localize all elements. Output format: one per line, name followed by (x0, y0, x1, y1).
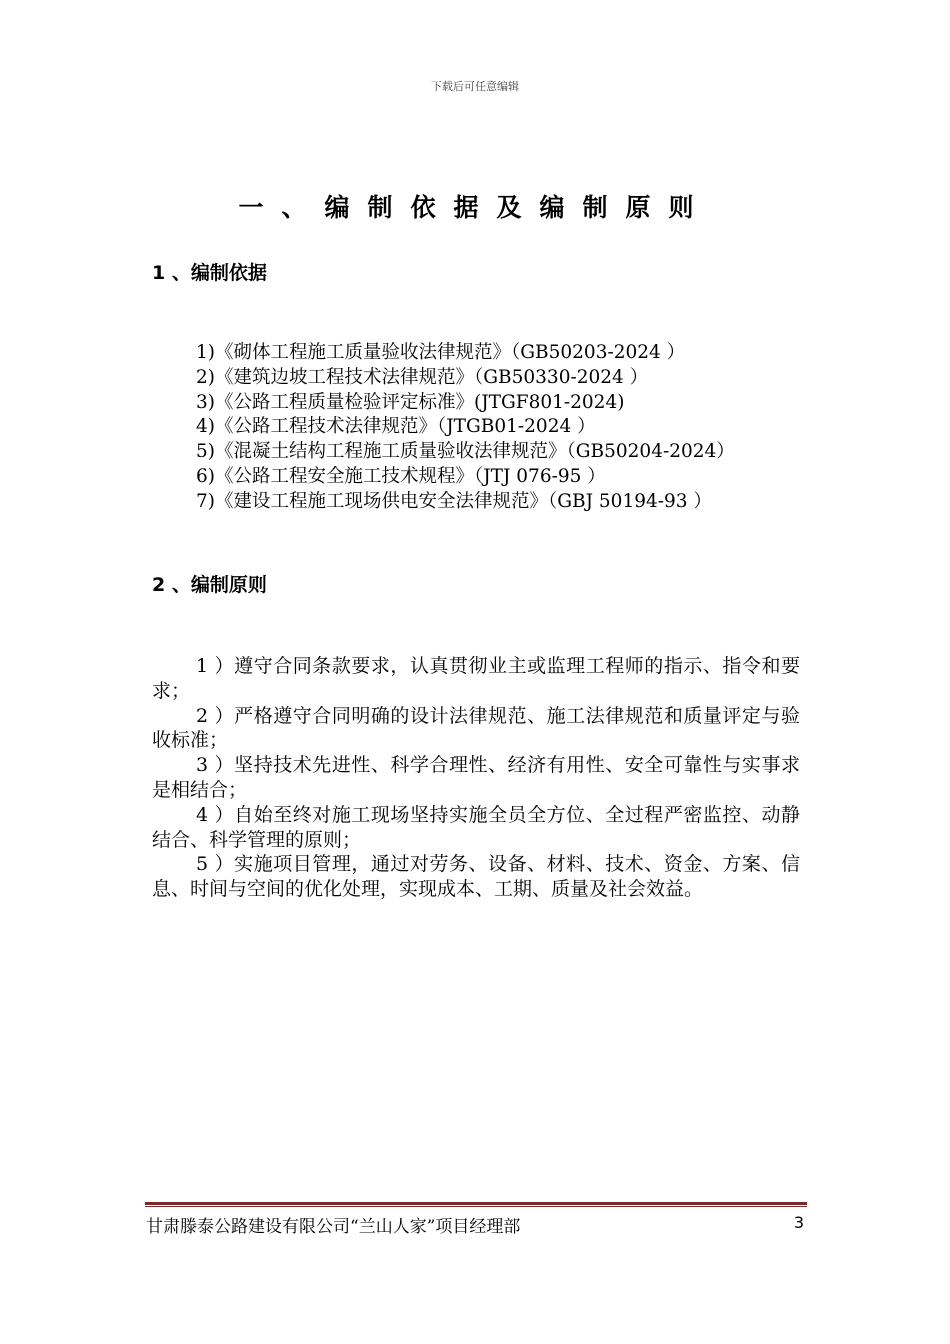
list-item: 1)《砌体工程施工质量验收法律规范》（GB50203-2024 ） (196, 342, 686, 363)
list-item: 1 ）遵守合同条款要求，认真贯彻业主或监理工程师的指示、指令和要求； (152, 655, 800, 702)
reference-list (152, 341, 792, 515)
page-number: 3 (793, 1213, 804, 1232)
list-item: 5 ）实施项目管理，通过对劳务、设备、材料、技术、资金、方案、信息、时间与空间的优化处理，实现成本、工期、质量及社会效益。 (152, 853, 800, 901)
list-item: 4 ）自始至终对施工现场坚持实施全员全方位、全过程严密监控、动静结合、科学管理的原则； (152, 803, 800, 851)
page-title: 一、编制依据及编制原则 (238, 193, 712, 222)
list-item: 6)《公路工程安全施工技术规程》（JTJ 076-95 ） (196, 465, 606, 487)
footer-divider-thin (145, 1206, 807, 1207)
footer-company: 甘肃滕泰公路建设有限公司“兰山人家”项目经理部 (146, 1217, 521, 1237)
header-watermark: 下载后可任意编辑 (431, 80, 519, 93)
list-item: 7)《建设工程施工现场供电安全法律规范》（GBJ 50194-93 ） (196, 490, 712, 512)
list-item: 2)《建筑边坡工程技术法律规范》（GB50330-2024 ） (196, 366, 649, 388)
section-heading-principles: 2 、编制原则 (152, 574, 267, 596)
list-item: 3)《公路工程质量检验评定标准》(JTGF801-2024) (196, 391, 625, 413)
footer-divider (145, 1202, 807, 1205)
section-heading-basis: 1 、编制依据 (152, 262, 267, 284)
principles-list (152, 654, 800, 902)
list-item: 4)《公路工程技术法律规范》（JTGB01-2024 ） (196, 416, 596, 438)
list-item: 5)《混凝土结构工程施工质量验收法律规范》（GB50204-2024） (196, 441, 735, 463)
list-item: 2 ）严格遵守合同明确的设计法律规范、施工法律规范和质量评定与验收标准； (152, 704, 800, 752)
list-item: 3 ）坚持技术先进性、科学合理性、经济有用性、安全可靠性与实事求是相结合； (152, 754, 800, 801)
